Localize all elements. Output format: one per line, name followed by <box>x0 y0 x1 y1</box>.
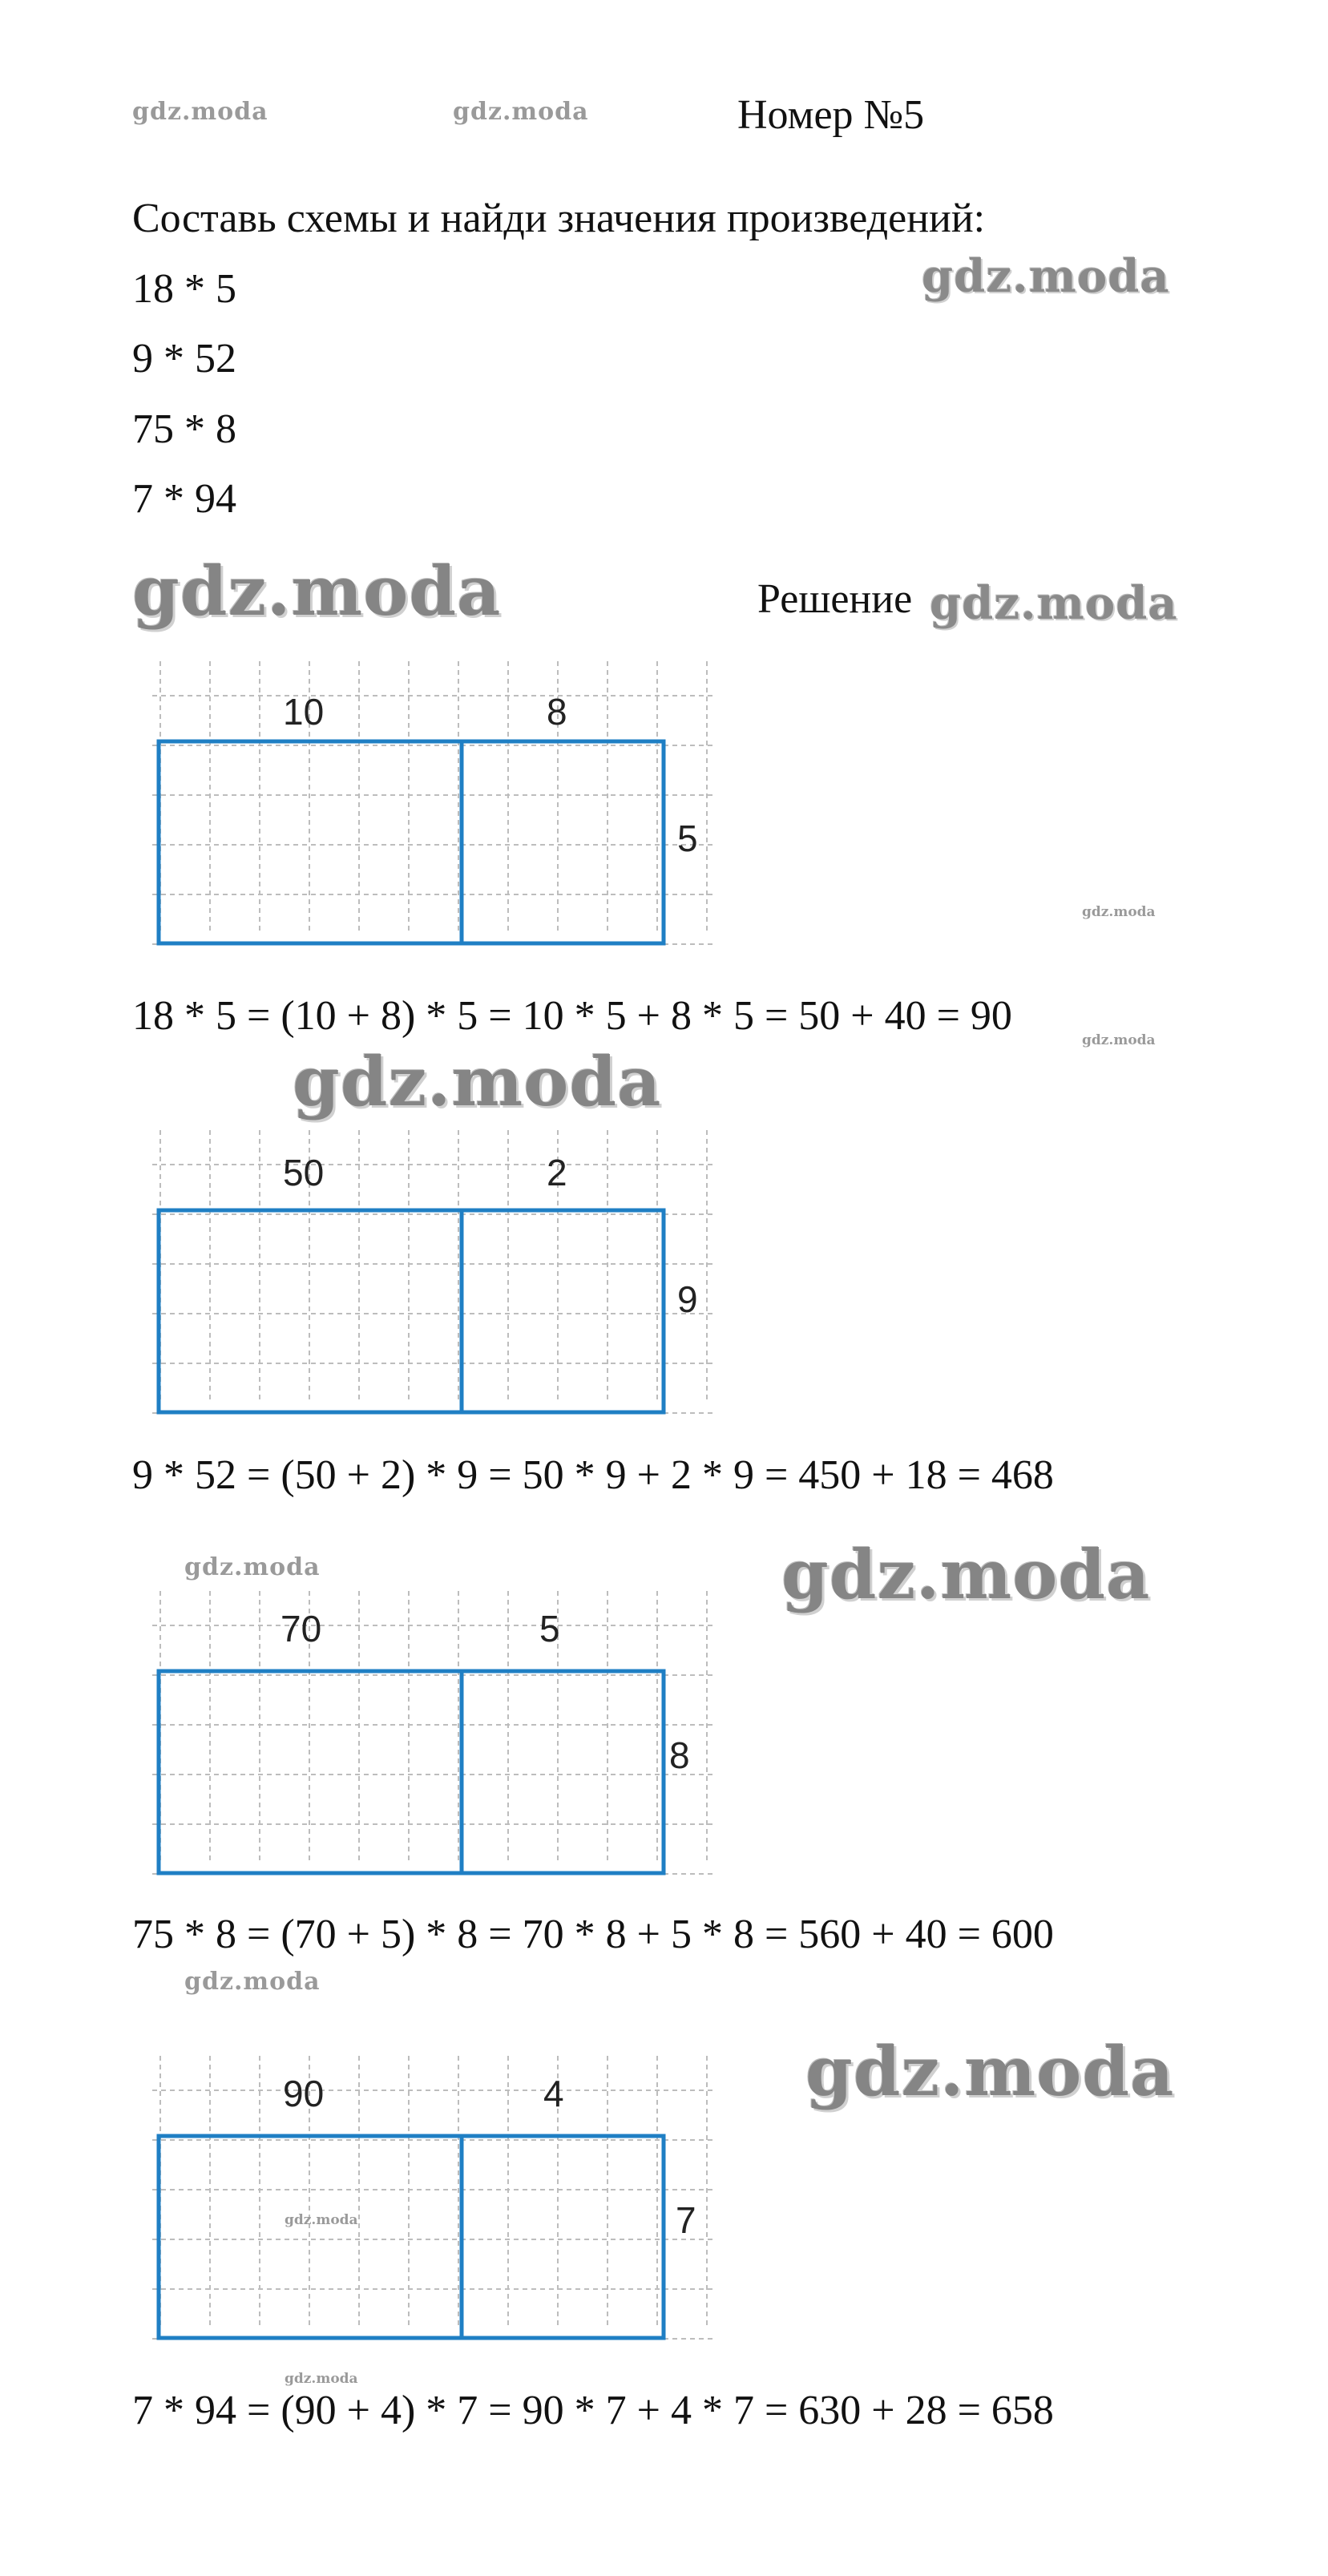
scheme-grid <box>152 1591 737 1880</box>
watermark: gdz.moda <box>132 551 502 631</box>
scheme-diagram-4 <box>152 2056 737 2344</box>
scheme-rectangle <box>159 1671 664 1873</box>
scheme-left-width-label: 70 <box>281 1608 322 1649</box>
page-title: Номер №5 <box>737 92 925 138</box>
watermark: gdz.moda <box>285 2371 358 2387</box>
watermark: gdz.moda <box>930 577 1178 630</box>
task-expression: 18 * 5 <box>132 266 236 312</box>
scheme-right-width-label: 8 <box>547 691 567 733</box>
watermark: gdz.moda <box>453 98 589 126</box>
scheme-rectangle <box>159 741 664 943</box>
watermark: gdz.moda <box>805 2032 1175 2111</box>
scheme-diagram-3 <box>152 1591 737 1880</box>
scheme-height-label: 9 <box>677 1278 698 1320</box>
scheme-height-label: 7 <box>676 2199 696 2241</box>
task-expression: 7 * 94 <box>132 476 236 522</box>
scheme-left-width-label: 90 <box>283 2073 325 2114</box>
scheme-equation-1: 18 * 5 = (10 + 8) * 5 = 10 * 5 + 8 * 5 = 50 + 40 = 90 <box>132 993 1012 1039</box>
scheme-right-width-label: 2 <box>547 1152 567 1193</box>
watermark: gdz.moda <box>132 98 268 126</box>
scheme-height-label: 8 <box>669 1734 690 1776</box>
scheme-rectangle <box>159 2136 664 2338</box>
scheme-grid <box>152 1130 737 1419</box>
scheme-grid <box>152 2056 737 2344</box>
watermark: gdz.moda <box>184 1968 321 1996</box>
task-expression: 9 * 52 <box>132 336 236 382</box>
scheme-rectangle <box>159 1210 664 1412</box>
watermark: gdz.moda <box>184 1553 321 1581</box>
watermark: gdz.moda <box>781 1535 1151 1614</box>
scheme-right-width-label: 4 <box>543 2073 564 2114</box>
scheme-left-width-label: 50 <box>283 1152 325 1193</box>
task-instruction: Составь схемы и найди значения произведений: <box>132 196 986 241</box>
scheme-grid <box>152 661 737 950</box>
watermark: gdz.moda <box>1082 904 1156 920</box>
scheme-equation-3: 75 * 8 = (70 + 5) * 8 = 70 * 8 + 5 * 8 = 560 + 40 = 600 <box>132 1912 1054 1957</box>
scheme-equation-4: 7 * 94 = (90 + 4) * 7 = 90 * 7 + 4 * 7 = 630 + 28 = 658 <box>132 2388 1054 2433</box>
scheme-height-label: 5 <box>677 818 698 859</box>
scheme-diagram-2 <box>152 1130 737 1419</box>
scheme-diagram-1 <box>152 661 737 950</box>
watermark: gdz.moda <box>1082 1032 1156 1048</box>
scheme-right-width-label: 5 <box>539 1608 560 1649</box>
scheme-equation-2: 9 * 52 = (50 + 2) * 9 = 50 * 9 + 2 * 9 = 450 + 18 = 468 <box>132 1452 1054 1498</box>
watermark: gdz.moda <box>922 250 1170 303</box>
watermark: gdz.moda <box>285 2212 358 2228</box>
solution-label: Решение <box>757 576 913 622</box>
scheme-left-width-label: 10 <box>283 691 325 733</box>
watermark: gdz.moda <box>293 1042 662 1121</box>
task-expression: 75 * 8 <box>132 406 236 452</box>
